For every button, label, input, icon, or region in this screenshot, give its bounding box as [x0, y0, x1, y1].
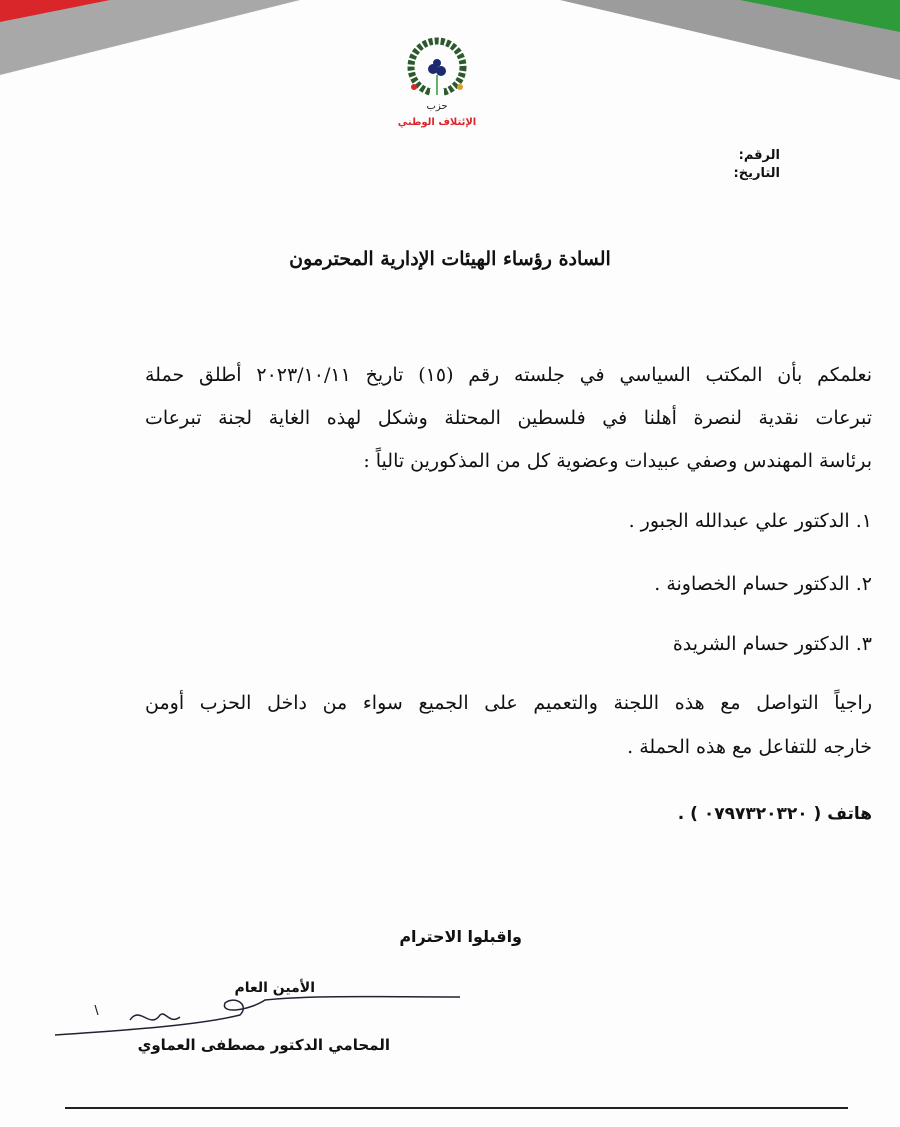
signatory-name: المحامي الدكتور مصطفى العماوي	[137, 1036, 390, 1054]
date-label: التاريخ:	[733, 166, 780, 181]
reference-number-label: الرقم:	[738, 148, 780, 163]
party-logo	[397, 25, 477, 135]
footer-rule	[65, 1107, 848, 1109]
body-line: برئاسة المهندس وصفي عبيدات وعضوية كل من المذكورين تالياً :	[363, 450, 872, 472]
phone-number: هاتف ( ٠٧٩٧٣٢٠٣٢٠ ) .	[677, 804, 872, 824]
svg-text:حزب: حزب	[426, 101, 448, 112]
request-line: راجياً التواصل مع هذه اللجنة والتعميم على الجميع سواء من داخل الحزب أومن	[145, 692, 872, 714]
svg-text:الإئتلاف الوطني: الإئتلاف الوطني	[397, 117, 477, 128]
committee-member: ٣. الدكتور حسام الشريدة	[672, 633, 872, 655]
closing-text: واقبلوا الاحترام	[399, 927, 522, 946]
signatory-title: الأمين العام	[234, 980, 315, 996]
body-line: نعلمكم بأن المكتب السياسي في جلسته رقم (١٥) تاريخ ٢٠٢٣/١٠/١١ أطلق حملة	[145, 364, 873, 386]
salutation-heading: السادة رؤساء الهيئات الإدارية المحترمون	[289, 248, 611, 270]
body-line: تبرعات نقدية لنصرة أهلنا في فلسطين المحتلة وشكل لهذه الغاية لجنة تبرعات	[145, 407, 872, 429]
request-line: خارجه للتفاعل مع هذه الحملة .	[627, 736, 872, 758]
committee-member: ٢. الدكتور حسام الخصاونة .	[654, 573, 872, 595]
committee-member: ١. الدكتور علي عبدالله الجبور .	[628, 510, 872, 532]
